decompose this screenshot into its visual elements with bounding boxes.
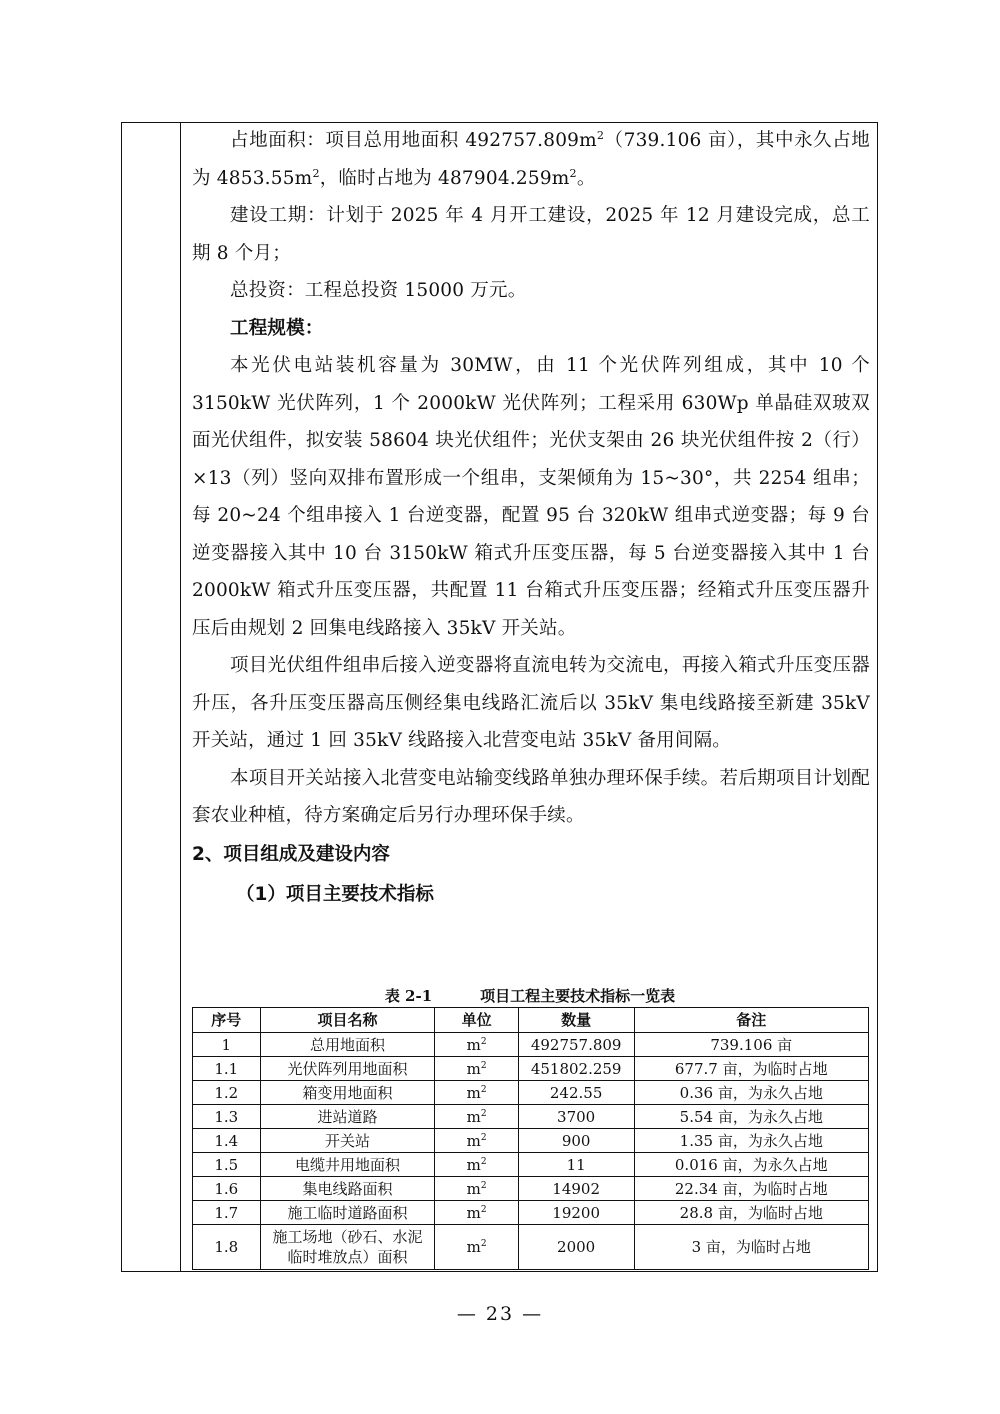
- header-note: 备注: [634, 1008, 868, 1033]
- paragraph-note: 本项目开关站接入北营变电站输变线路单独办理环保手续。若后期项目计划配套农业种植，待方案确定后另行办理环保手续。: [192, 767, 870, 826]
- cell-unit: $m^2$: [435, 1129, 518, 1153]
- cell-note: 5.54 亩，为永久占地: [634, 1105, 868, 1129]
- cell-no: 1: [193, 1033, 261, 1057]
- cell-unit: $m^2$: [435, 1153, 518, 1177]
- cell-no: 1.2: [193, 1081, 261, 1105]
- cell-name: 施工临时道路面积: [260, 1201, 435, 1225]
- header-unit: 单位: [435, 1008, 518, 1033]
- table-row: [193, 1033, 869, 1057]
- cell-no: 1.6: [193, 1177, 261, 1201]
- table-row: [193, 1201, 869, 1225]
- cell-qty: 11: [518, 1153, 634, 1177]
- cell-name: 进站道路: [260, 1105, 435, 1129]
- frame-divider: [180, 123, 181, 1271]
- header-qty: 数量: [518, 1008, 634, 1033]
- cell-unit: $m^2$: [435, 1225, 518, 1270]
- cell-qty: 451802.259: [518, 1057, 634, 1081]
- paragraph-scale: 本光伏电站装机容量为 30MW，由 11 个光伏阵列组成，其中 10 个 3150kW 光伏阵列，1 个 2000kW 光伏阵列；工程采用 630Wp 单晶硅双玻双面光伏组件，拟安装 58604 块光伏组件；光伏支架由 26 块光伏组件按 2（行）×13（列）竖向双排布置形成一个组串，支架倾角为 15~30°，共 2254 组串；每 20~24 个组串接入 1 台逆变器，配置 95 台 320kW 组串式逆变器；每 9 台逆变器接入其中 10 台 3150kW 箱式升压变压器，每 5 台逆变器接入其中 1 台 2000kW 箱式升压变压器，共配置 11 台箱式升压变压器；经箱式升压变压器升压后由规划 2 回集电线路接入 35kV 开关站。: [192, 355, 870, 639]
- cell-qty: 2000: [518, 1225, 634, 1270]
- table-header-row: [193, 1008, 869, 1033]
- cell-name: 光伏阵列用地面积: [260, 1057, 435, 1081]
- table-caption-title: 项目工程主要技术指标一览表: [480, 987, 676, 1005]
- cell-qty: 492757.809: [518, 1033, 634, 1057]
- cell-note: 22.34 亩，为临时占地: [634, 1177, 868, 1201]
- cell-unit: $m^2$: [435, 1057, 518, 1081]
- table-row: [193, 1105, 869, 1129]
- table-row: [193, 1153, 869, 1177]
- cell-name: 集电线路面积: [260, 1177, 435, 1201]
- cell-qty: 14902: [518, 1177, 634, 1201]
- table-row: [193, 1057, 869, 1081]
- cell-no: 1.7: [193, 1201, 261, 1225]
- page-number: — 23 —: [456, 1303, 544, 1325]
- cell-note: 0.36 亩，为永久占地: [634, 1081, 868, 1105]
- header-name: 项目名称: [260, 1008, 435, 1033]
- paragraph-investment: 总投资：工程总投资 15000 万元。: [230, 280, 527, 301]
- cell-note: 677.7 亩，为临时占地: [634, 1057, 868, 1081]
- section-heading: 2、项目组成及建设内容: [192, 843, 390, 865]
- cell-qty: 900: [518, 1129, 634, 1153]
- table-row: [193, 1225, 869, 1270]
- cell-qty: 242.55: [518, 1081, 634, 1105]
- paragraph-schedule: 建设工期：计划于 2025 年 4 月开工建设，2025 年 12 月建设完成，总工期 8 个月；: [192, 205, 870, 264]
- cell-unit: $m^2$: [435, 1177, 518, 1201]
- subsection-heading: （1）项目主要技术指标: [236, 883, 434, 905]
- cell-note: 28.8 亩，为临时占地: [634, 1201, 868, 1225]
- cell-qty: 19200: [518, 1201, 634, 1225]
- paragraph-connection: 项目光伏组件组串后接入逆变器将直流电转为交流电，再接入箱式升压变压器升压，各升压变压器高压侧经集电线路汇流后以 35kV 集电线路接至新建 35kV 开关站，通过 1 回 35kV 线路接入北营变电站 35kV 备用间隔。: [192, 655, 870, 751]
- cell-name: 电缆井用地面积: [260, 1153, 435, 1177]
- table-row: [193, 1177, 869, 1201]
- cell-name: 开关站: [260, 1129, 435, 1153]
- cell-qty: 3700: [518, 1105, 634, 1129]
- cell-no: 1.8: [193, 1225, 261, 1270]
- cell-note: 1.35 亩，为永久占地: [634, 1129, 868, 1153]
- cell-name: 施工场地（砂石、水泥临时堆放点）面积: [260, 1225, 435, 1270]
- table-row: [193, 1081, 869, 1105]
- table-row: [193, 1129, 869, 1153]
- cell-note: 739.106 亩: [634, 1033, 868, 1057]
- header-no: 序号: [193, 1008, 261, 1033]
- cell-name: 总用地面积: [260, 1033, 435, 1057]
- cell-no: 1.5: [193, 1153, 261, 1177]
- cell-name: 箱变用地面积: [260, 1081, 435, 1105]
- cell-unit: $m^2$: [435, 1081, 518, 1105]
- table-caption: [192, 985, 868, 1006]
- cell-unit: $m^2$: [435, 1105, 518, 1129]
- table-body: [193, 1033, 869, 1270]
- body-content: [192, 122, 870, 915]
- table-caption-number: 表 2-1: [384, 987, 433, 1005]
- cell-note: 0.016 亩，为永久占地: [634, 1153, 868, 1177]
- cell-no: 1.1: [193, 1057, 261, 1081]
- paragraph-scale-title: 工程规模：: [230, 317, 324, 339]
- cell-no: 1.3: [193, 1105, 261, 1129]
- cell-unit: $m^2$: [435, 1201, 518, 1225]
- cell-no: 1.4: [193, 1129, 261, 1153]
- paragraph-land-area: 占地面积：项目总用地面积 $492757.809m^2(739.106$ 亩），其中永久占地为 $4853.55m^2$，临时占地为 $487904.259m^2$。: [192, 128, 870, 189]
- cell-note: 3 亩，为临时占地: [634, 1225, 868, 1270]
- cell-unit: $m^2$: [435, 1033, 518, 1057]
- tech-indicator-table: [192, 1007, 869, 1270]
